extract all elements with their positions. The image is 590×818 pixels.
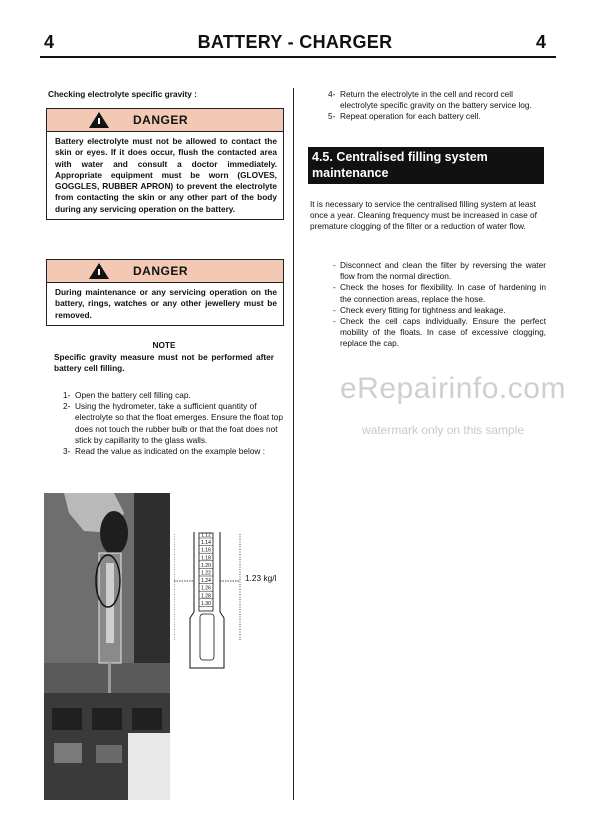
scale-label: 1.22	[201, 570, 211, 577]
steps-list-right	[328, 89, 548, 123]
hydrometer-diagram	[174, 530, 292, 670]
steps-list-left	[63, 390, 284, 457]
scale-label: 1.12	[201, 532, 211, 539]
danger-box-2	[46, 259, 284, 326]
list-item: 4- Return the electrolyte in the cell and record cell electrolyte specific gravity on the battery service log.	[328, 89, 532, 111]
note-title: NOTE	[152, 340, 176, 350]
list-item: - Check the hoses for flexibility. In case of hardening in the connection areas, replace the hose.	[333, 282, 546, 304]
section-heading: Checking electrolyte specific gravity :	[48, 89, 197, 99]
page-number-left: 4	[44, 32, 55, 52]
scale-label: 1.16	[201, 547, 211, 554]
note-text: Specific gravity measure must not be performed after battery cell filling.	[54, 352, 274, 374]
danger-text: During maintenance or any servicing operation on the battery, rings, watches or any other jewellery must be removed.	[55, 287, 277, 320]
list-item: - Check every fitting for tightness and leakage.	[333, 305, 546, 316]
page-title: BATTERY - CHARGER	[197, 32, 393, 52]
scale-label: 1.24	[201, 578, 211, 585]
danger-label: DANGER	[133, 264, 189, 278]
column-divider	[293, 88, 294, 800]
list-item: - Disconnect and clean the filter by reversing the water flow from the normal direction.	[333, 260, 546, 282]
header-rule	[40, 56, 556, 58]
danger-text: Battery electrolyte must not be allowed to contact the skin or eyes. If it does occur, flush the contacted area with water and consult a doctor immediately. Appropriate equipment must be worn (GLOVES, GOGGLES, RUBBER APRON) to prevent the electrolyte from contacting the skin or any other part of the body during any servicing operation on the battery.	[55, 136, 277, 214]
list-item: 1- Open the battery cell filling cap.	[63, 390, 191, 400]
section-intro: It is necessary to service the centralised filling system at least once a year. Cleaning frequency must be increased in case of premature clogging of the filter or a reduction of water flow.	[310, 199, 537, 232]
hydrometer-photo	[44, 493, 170, 800]
watermark-subtitle: watermark only on this sample	[362, 423, 525, 437]
scale-label: 1.26	[201, 585, 211, 592]
list-item: 5- Repeat operation for each battery cell.	[328, 111, 481, 122]
scale-label: 1.30	[201, 600, 211, 607]
danger-box-1	[46, 108, 284, 220]
danger-label: DANGER	[133, 113, 189, 127]
danger-header	[47, 260, 283, 283]
list-item: 3- Read the value as indicated on the example below :	[63, 446, 266, 457]
list-item: 2- Using the hydrometer, take a sufficient quantity of electrolyte so that the float emerges. Ensure the float top does not touch the rubber bulb or that the foat does not stick by capillarity to the glass walls.	[63, 401, 284, 445]
watermark: eRepairinfo.com	[340, 372, 566, 405]
maintenance-list	[333, 260, 546, 350]
list-item: - Check the cell caps individually. Ensure the perfect mobility of the floats. In case of excessive clogging, replace the cap.	[333, 316, 546, 350]
danger-header	[47, 109, 283, 132]
scale-label: 1.14	[201, 540, 211, 547]
warning-icon	[89, 112, 109, 128]
scale-label: 1.20	[201, 562, 211, 569]
section-title: 4.5. Centralised filling system maintenance	[308, 147, 544, 184]
warning-icon	[89, 263, 109, 279]
scale-label: 1.18	[201, 555, 211, 562]
hydrometer-reading: 1.23 kg/l	[245, 573, 277, 583]
scale-label: 1.28	[201, 593, 211, 600]
page-number-right: 4	[535, 32, 546, 52]
